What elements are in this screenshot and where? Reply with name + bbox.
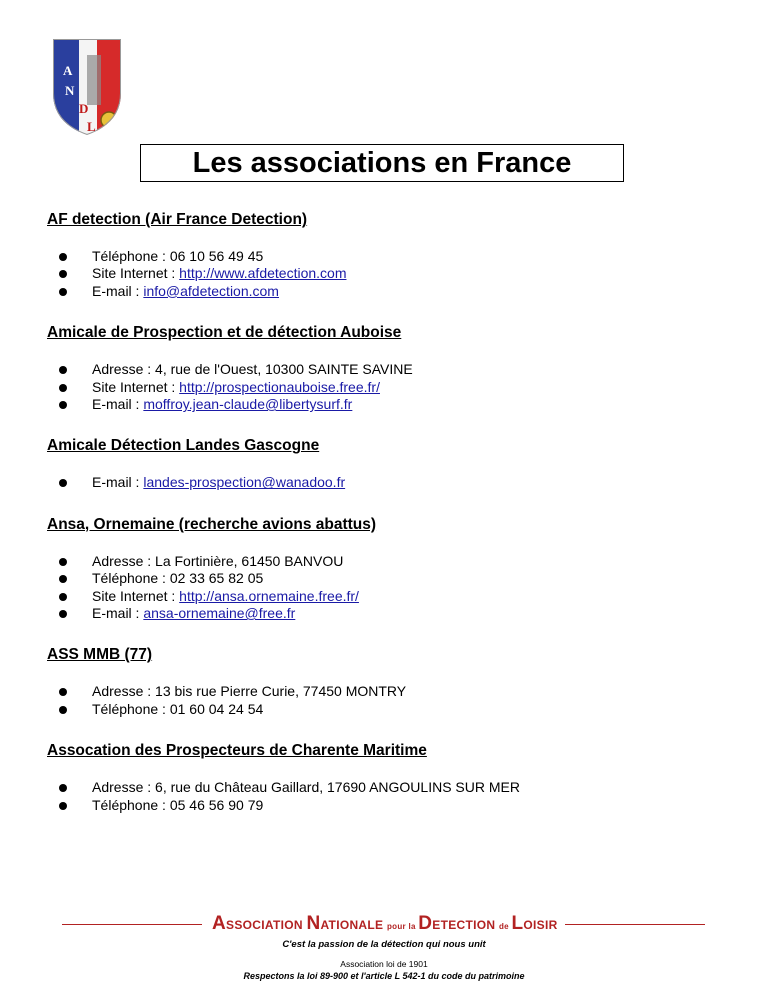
- detail-link[interactable]: landes-prospection@wanadoo.fr: [143, 474, 346, 491]
- association-section: [47, 742, 737, 814]
- footer-title-part: N: [306, 913, 321, 934]
- detail-label: Téléphone :: [92, 248, 170, 264]
- footer-divider-right: [565, 924, 705, 925]
- detail-value: 02 33 65 82 05: [169, 570, 264, 587]
- association-section: [47, 437, 737, 491]
- association-heading: Ansa, Ornemaine (recherche avions abattus): [47, 515, 377, 533]
- svg-text:L: L: [87, 119, 96, 134]
- association-heading: Amicale de Prospection et de détection Auboise: [47, 324, 402, 342]
- association-section: [47, 211, 737, 300]
- detail-list-item: [59, 779, 737, 796]
- detail-list-item: [59, 701, 737, 718]
- detail-list-item: [59, 588, 737, 605]
- footer-title-part: pour la: [386, 922, 419, 931]
- detail-list-item: [59, 605, 737, 622]
- detail-list-item: [59, 553, 737, 570]
- detail-list-item: [59, 361, 737, 378]
- detail-label: Site Internet :: [92, 265, 180, 282]
- associations-list: [47, 211, 737, 838]
- detail-label: Adresse :: [92, 683, 156, 700]
- association-section: [47, 646, 737, 718]
- footer-title-part: A: [212, 913, 227, 934]
- detail-label: Téléphone :: [92, 700, 170, 717]
- detail-label: E-mail :: [92, 396, 144, 413]
- detail-label: Adresse :: [92, 779, 156, 796]
- footer-slogan: C'est la passion de la détection qui nous unit: [282, 939, 486, 950]
- detail-value: La Fortinière, 61450 BANVOU: [155, 552, 344, 569]
- detail-link[interactable]: ansa-ornemaine@free.fr: [143, 605, 296, 622]
- detail-label: Adresse :: [92, 552, 156, 569]
- footer-title-part: SSOCIATION: [226, 918, 307, 932]
- association-details-list: [47, 361, 737, 413]
- footer-association-name: [212, 913, 558, 935]
- footer-title-part: L: [511, 913, 524, 934]
- detail-label: E-mail :: [92, 282, 144, 299]
- detail-label: E-mail :: [92, 474, 144, 491]
- footer-divider-left: [62, 924, 202, 925]
- footer-title-part: ATIONALE: [320, 918, 387, 932]
- association-details-list: [47, 683, 737, 718]
- association-details-list: [47, 474, 737, 491]
- page-title-text: Les associations en France: [192, 146, 572, 179]
- detail-link[interactable]: http://www.afdetection.com: [179, 265, 347, 282]
- page-title: [140, 144, 624, 182]
- association-details-list: [47, 248, 737, 300]
- association-heading: Amicale Détection Landes Gascogne: [47, 437, 320, 455]
- detail-value: 4, rue de l'Ouest, 10300 SAINTE SAVINE: [155, 361, 413, 378]
- association-details-list: [47, 553, 737, 623]
- association-section: [47, 516, 737, 623]
- footer-association-type: Association loi de 1901: [340, 959, 428, 969]
- detail-value: 13 bis rue Pierre Curie, 77450 MONTRY: [155, 683, 407, 700]
- detail-list-item: [59, 797, 737, 814]
- detail-list-item: [59, 474, 737, 491]
- detail-list-item: [59, 248, 737, 265]
- detail-list-item: [59, 379, 737, 396]
- detail-list-item: [59, 283, 737, 300]
- association-details-list: [47, 779, 737, 814]
- association-section: [47, 324, 737, 413]
- detail-list-item: [59, 683, 737, 700]
- detail-value: 6, rue du Château Gaillard, 17690 ANGOULINS SUR MER: [155, 779, 520, 796]
- detail-label: Téléphone :: [92, 570, 170, 587]
- detail-label: Adresse :: [92, 361, 156, 378]
- svg-text:D: D: [79, 101, 89, 116]
- detail-value: 06 10 56 49 45: [169, 248, 264, 264]
- detail-link[interactable]: http://prospectionauboise.free.fr/: [179, 378, 380, 395]
- association-heading: AF detection (Air France Detection): [47, 211, 308, 228]
- svg-text:A: A: [63, 63, 73, 78]
- detail-value: 05 46 56 90 79: [169, 796, 264, 813]
- detail-label: Site Internet :: [92, 378, 180, 395]
- detail-link[interactable]: moffroy.jean-claude@libertysurf.fr: [143, 396, 353, 413]
- footer-title-part: ETECTION: [432, 918, 499, 932]
- footer-law-notice: Respectons la loi 89-900 et l'article L 542-1 du code du patrimoine: [243, 971, 525, 981]
- detail-link[interactable]: info@afdetection.com: [143, 282, 279, 299]
- detail-label: E-mail :: [92, 605, 144, 622]
- detail-list-item: [59, 265, 737, 282]
- detail-value: 01 60 04 24 54: [169, 700, 264, 717]
- svg-text:N: N: [65, 83, 75, 98]
- detail-list-item: [59, 396, 737, 413]
- detail-label: Téléphone :: [92, 796, 170, 813]
- association-heading: ASS MMB (77): [47, 646, 153, 664]
- footer-title-part: D: [418, 913, 433, 934]
- association-heading: Assocation des Prospecteurs de Charente Maritime: [47, 742, 427, 760]
- andl-logo-icon: [49, 35, 125, 139]
- footer-title-part: de: [499, 922, 512, 931]
- detail-label: Site Internet :: [92, 587, 180, 604]
- footer-title-part: OISIR: [523, 918, 558, 932]
- detail-list-item: [59, 570, 737, 587]
- detail-link[interactable]: http://ansa.ornemaine.free.fr/: [179, 587, 359, 604]
